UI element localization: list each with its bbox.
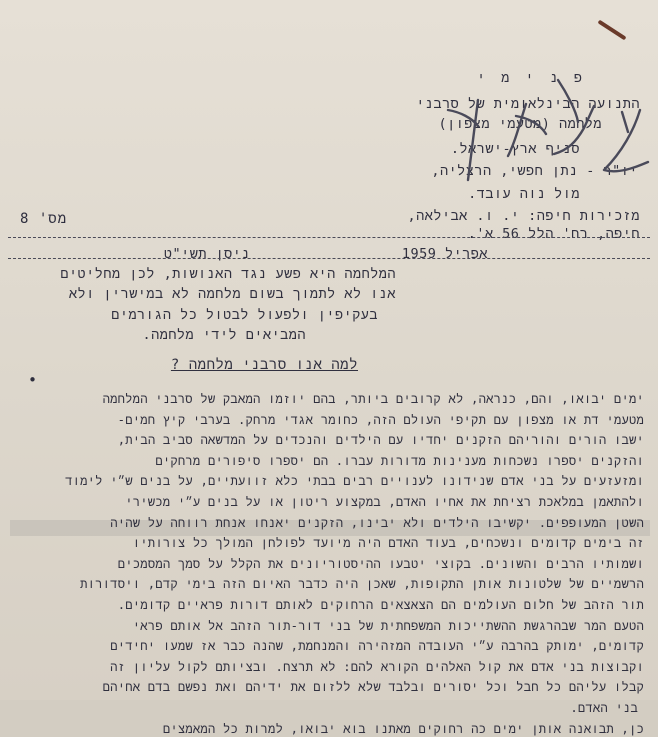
internal-label: פ נ י מ י	[476, 70, 586, 86]
org-line-1: התנועה הבינלאומית של סרבני	[416, 96, 640, 112]
article-line: ימים יבואו, והם, כנראה, לא קרובים ביותר, בהם יוזמו המאבק של סרבני המלחמה	[102, 392, 644, 406]
org-line-5: מול נוה עובד.	[468, 186, 580, 202]
article-line: וקבוצות בני אדם את קול האלהים הקורא להם: לא תרצח. ובציותם לקול עליון זה	[110, 659, 644, 674]
top-rule	[8, 237, 650, 238]
article-line: ולהתאמן במלאכת רציחת את אחיו האדם, במקצוע ריטון או על בנים ע״י מכשירי	[125, 495, 644, 509]
article-line: קבלו עליהם כל חבל וכל יסורים ובלבד שלא ללזום את ידיהם ואת נפשם בדם אחיהם	[102, 680, 644, 695]
article-line: ישבו הורים והוריהם הזקנים יחדיו עם הילדים והנכדים על המדשאה סביב הבית,	[117, 433, 644, 448]
article-line: ומזעזעים על בני אדם שנידונו לענויים רבים בבתי כלא זוועתיים, על בנים ש״י לימוד	[65, 474, 644, 489]
motto-line-4: המביאים לידי מלחמה.	[142, 327, 306, 343]
issue-number: מס' 8	[20, 211, 68, 227]
article-line: והזקנים יספרו נשכחות מענינות מדורות עברו. הם יספרו סיפורים מרחקים	[155, 453, 644, 468]
date-gregorian: אפריל 1959	[401, 246, 488, 262]
article-line: כן, תבואנה אותן ימים כה רחוקים מאתנו בוא יבואו, למרות כל המאמצים	[162, 721, 644, 736]
motto-line-1: המלחמה היא פשע נגד האנושות, לכן מחליטים	[60, 266, 396, 282]
article-line: קדומים, ימותק בהרבה ע״י העובדה המזהירה והמנחמת, שהנה כבר אז שמעו יחידים	[110, 639, 644, 654]
article-title: למה אנו סרבני מלחמה ?	[170, 357, 358, 373]
article-line: השטן המעופפים. יקשיבו הילדים ולא יבינו, הזקנים יאנחו אנחת רווחה על שהיה	[110, 515, 644, 530]
date-hebrew: ניסן תשי"ט	[163, 246, 250, 262]
article-line: מטעמי דת או מצפון עם תקיפי העולם הזה, כחומר אגדי מרחק. בערבי קיץ חמים-	[117, 412, 644, 427]
article-line: הטעם המר שבהרגשת ההשתייכות המשפחתית של בני דור-תור הזהב אל אותם פראי	[132, 618, 644, 633]
article-line: ושמותיו הרבים והשונים. בקוצי יטבעו ההיסטוריונים את הקלל על סמך המסמכים	[117, 556, 644, 571]
org-line-7: חיפה, רח' הלל 56 א'.	[467, 226, 640, 242]
newsletter-logo	[408, 70, 658, 200]
org-line-2: מלחמה (מטעמי מצפון)	[438, 116, 602, 132]
motto-line-2: אנו לא לתמוך בשום מלחמה לא במישרין ולא	[68, 286, 396, 302]
bullet-mark: •	[28, 371, 38, 389]
article-line: תור הזהב של חלום העולמים הם הצאצאים הרחוקים לאותם דורות פראיים קדומים.	[117, 598, 644, 612]
org-line-4: יו"ר - נתן חפשי, הרצליה,	[431, 163, 638, 179]
date-rule	[8, 258, 650, 259]
org-line-3: סניף ארץ-ישראל.	[450, 141, 580, 157]
org-line-6: מזכירות חיפה: י. ו. אבילאה,	[407, 208, 640, 224]
article-line: זה בימים קדומים ונשכחים, בעוד האדם היה מיועד לפולחן המולך כל צורותיו	[132, 536, 644, 551]
article-line: הרשמיים של שלטונות אותן התקופות, שאכן היה כדבר האיום הזה בימי קדם, ויסדורות	[80, 577, 644, 592]
article-line: בני האדם.	[570, 701, 638, 715]
motto-line-3: בעקיפין ולפעול לבטול כל הגורמים	[111, 307, 378, 323]
